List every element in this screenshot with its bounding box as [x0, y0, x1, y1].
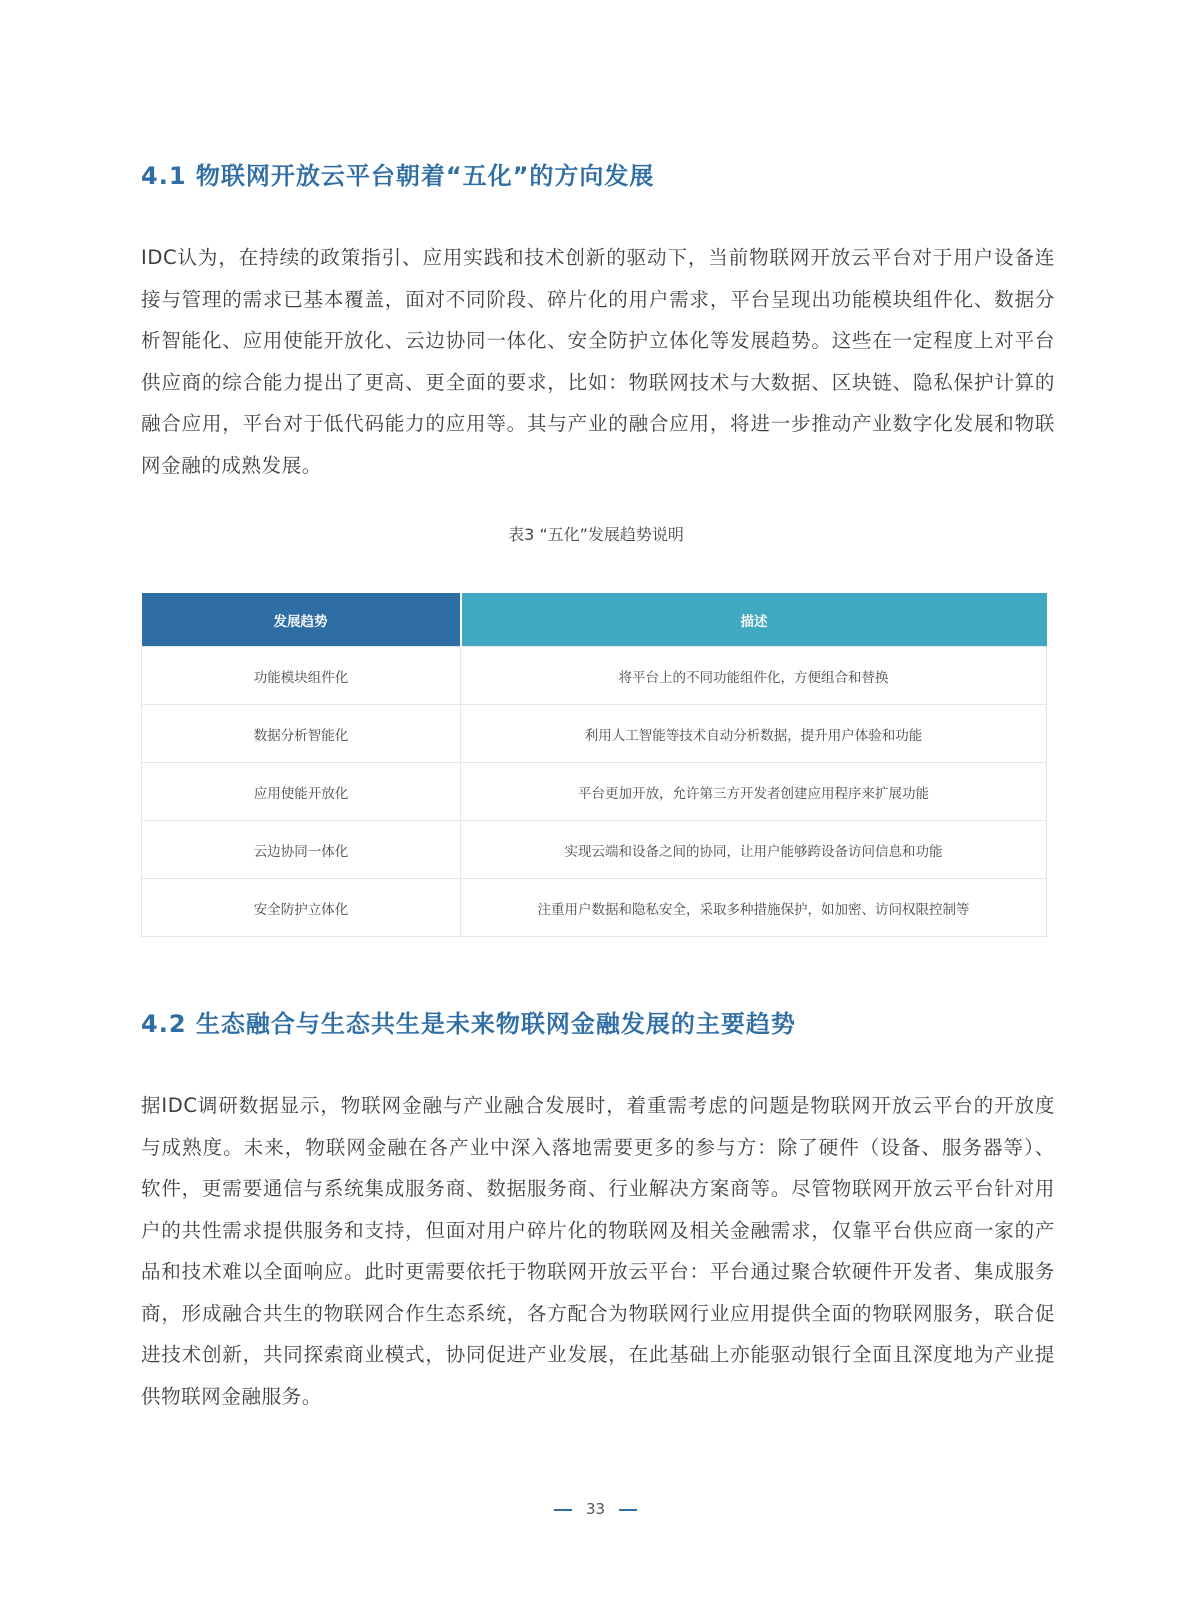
footer-dash-left	[554, 1509, 572, 1511]
table-row	[142, 821, 1047, 879]
table-row	[142, 647, 1047, 705]
table-row	[142, 879, 1047, 937]
description-cell: 注重用户数据和隐私安全，采取多种措施保护，如加密、访问权限控制等	[461, 879, 1047, 937]
section-4-2-paragraph: 据IDC调研数据显示，物联网金融与产业融合发展时，着重需考虑的问题是物联网开放云平台的开放度与成熟度。未来，物联网金融在各产业中深入落地需要更多的参与方：除了硬件（设备、服务器等）、软件，更需要通信与系统集成服务商、数据服务商、行业解决方案商等。尽管物联网开放云平台针对用户的共性需求提供服务和支持，但面对用户碎片化的物联网及相关金融需求，仅靠平台供应商一家的产品和技术难以全面响应。此时更需要依托于物联网开放云平台：平台通过聚合软硬件开发者、集成服务商，形成融合共生的物联网合作生态系统，各方配合为物联网行业应用提供全面的物联网服务，联合促进技术创新，共同探索商业模式，协同促进产业发展，在此基础上亦能驱动银行全面且深度地为产业提供物联网金融服务。	[141, 1094, 1055, 1408]
header-trend: 发展趋势	[142, 593, 461, 647]
description-cell: 将平台上的不同功能组件化，方便组合和替换	[461, 647, 1047, 705]
table-row	[142, 763, 1047, 821]
section-heading-4-1: 4.1 物联网开放云平台朝着“五化”的方向发展	[141, 162, 655, 190]
description-cell: 实现云端和设备之间的协同，让用户能够跨设备访问信息和功能	[461, 821, 1047, 879]
trend-cell: 云边协同一体化	[142, 821, 461, 879]
table-row	[142, 705, 1047, 763]
table-caption: 表3 “五化”发展趋势说明	[508, 525, 684, 544]
trend-cell: 功能模块组件化	[142, 647, 461, 705]
description-cell: 平台更加开放，允许第三方开发者创建应用程序来扩展功能	[461, 763, 1047, 821]
page-number: 33	[585, 1500, 606, 1518]
section-4-1-paragraph: IDC认为，在持续的政策指引、应用实践和技术创新的驱动下，当前物联网开放云平台对于用户设备连接与管理的需求已基本覆盖，面对不同阶段、碎片化的用户需求，平台呈现出功能模块组件化、数据分析智能化、应用使能开放化、云边协同一体化、安全防护立体化等发展趋势。这些在一定程度上对平台供应商的综合能力提出了更高、更全面的要求，比如：物联网技术与大数据、区块链、隐私保护计算的融合应用，平台对于低代码能力的应用等。其与产业的融合应用，将进一步推动产业数字化发展和物联网金融的成熟发展。	[141, 246, 1055, 477]
trend-cell: 安全防护立体化	[142, 879, 461, 937]
trends-table	[141, 593, 1047, 937]
header-description: 描述	[461, 593, 1047, 647]
table-header-row	[142, 593, 1047, 647]
trend-cell: 数据分析智能化	[142, 705, 461, 763]
trend-cell: 应用使能开放化	[142, 763, 461, 821]
footer-dash-right	[619, 1509, 637, 1511]
page-footer	[0, 1500, 1191, 1518]
description-cell: 利用人工智能等技术自动分析数据，提升用户体验和功能	[461, 705, 1047, 763]
section-heading-4-2: 4.2 生态融合与生态共生是未来物联网金融发展的主要趋势	[141, 1010, 796, 1038]
